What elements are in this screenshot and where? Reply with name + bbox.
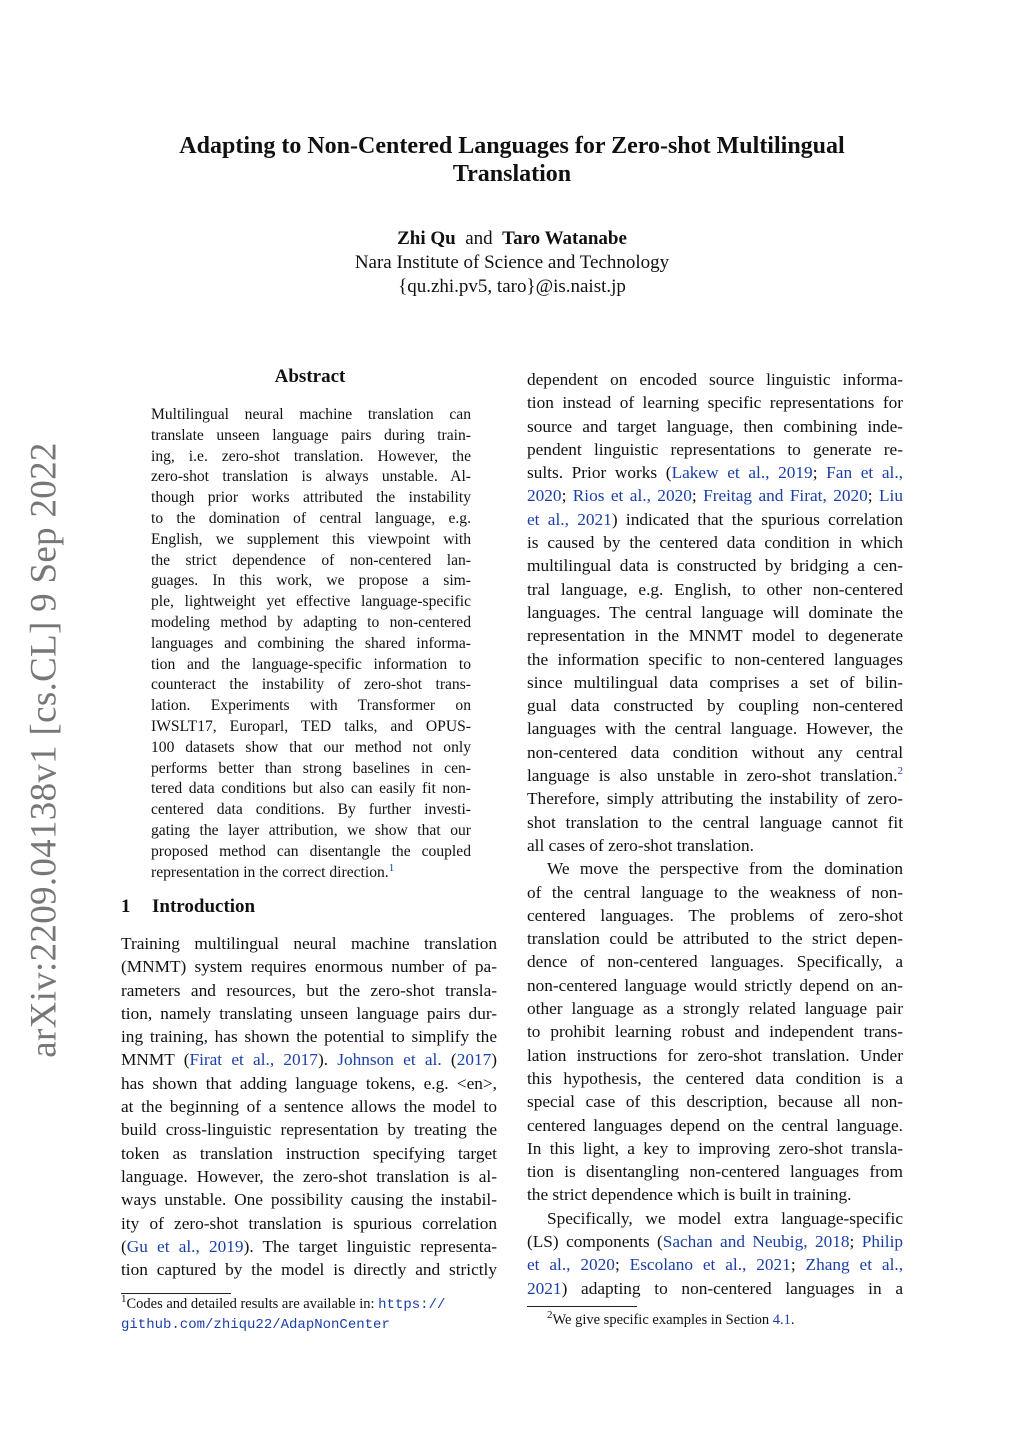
author-name: Zhi Qu xyxy=(397,228,456,249)
citation-link[interactable]: 2020 xyxy=(527,486,562,506)
footnote-rule xyxy=(527,1306,637,1307)
email: {qu.zhi.pv5, taro}@is.naist.jp xyxy=(398,276,626,297)
author-name: Taro Watanabe xyxy=(502,228,627,249)
footnote-marker[interactable]: 2 xyxy=(897,765,903,778)
citation-link[interactable]: Zhang et al., xyxy=(805,1255,903,1275)
footnote-1: $^1$Codes and detailed results are available in: https:// github.com/zhiqu22/AdapNonCenter xyxy=(121,1293,446,1333)
abstract-body: Multilingual neural machine translation can translate unseen language pairs during train- ing, i.e. zero-shot translation. However, the zero-shot translation is always unstable. Al- though prior works attributed the instability to the domination of central language, e.g. English, we supplement this viewpoint with the strict dependence of non-centered lan- guages. In this work, we propose a sim- ple, lightweight yet effective language-specific modeling method by adapting to non-centered languages and combining the shared informa- tion and the language-specific information to counteract the instability of zero-shot trans- lation. Experiments with Transformer on IWSLT17, Europarl, TED talks, and OPUS- 100 datasets show that our method not only performs better than strong baselines in cen- tered data conditions but also can easily fit non- centered data conditions. By further investi- gating the layer attribution, we show that our proposed method can disentangle the coupled representation in the correct direction.$^1$ xyxy=(151,406,471,881)
citation-link[interactable]: 2017 xyxy=(456,1050,492,1070)
citation-link[interactable]: Gu et al., 2019 xyxy=(126,1236,244,1256)
author-block: Zhi Qu and Taro Watanabe Nara Institute of Science and Technology {qu.zhi.pv5, taro}@is.naist.jp xyxy=(120,227,904,299)
introduction-body: Training multilingual neural machine translation (MNMT) system requires enormous number of pa- rameters and resources, but the zero-shot transla- tion, namely translating unseen language pairs dur- ing training, has shown the potential to simplify the MNMT (Firat et al., 2017). Johnson et al. (2017) has shown that adding language tokens, e.g. <en>, at the beginning of a sentence allows the model to build cross-linguistic representation by treating the token as translation instruction specifying target language. However, the zero-shot translation is al- ways unstable. One possibility causing the instabil- ity of zero-shot translation is spurious correlation (Gu et al., 2019). The target linguistic representa- tion captured by the model is directly and strictly xyxy=(121,934,497,1280)
footnote-marker[interactable]: 1 xyxy=(388,862,395,874)
citation-link[interactable]: et al., 2021 xyxy=(527,509,612,529)
citation-link[interactable]: Escolano et al., 2021 xyxy=(629,1255,791,1275)
footnote-2: $^2$We give specific examples in Section 4.1. xyxy=(547,1309,795,1328)
footnote-url[interactable]: https:// xyxy=(378,1297,446,1313)
citation-link[interactable]: Rios et al., 2020 xyxy=(572,486,692,506)
citation-link[interactable]: 2021 xyxy=(527,1278,562,1298)
section-ref-link[interactable]: 4.1 xyxy=(772,1312,791,1328)
citation-link[interactable]: Philip xyxy=(861,1231,903,1251)
right-column-body: dependent on encoded source linguistic informa- tion instead of learning specific representations for source and target language, then combining inde- pendent linguistic representations to generate re- sults. Prior works (Lakew et al., 2019; Fan et al., 2020; Rios et al., 2020; Freitag and Firat, 2020; Liu et al., 2021) indicated that the spurious correlation is caused by the centered data condition in which multilingual data is constructed by bridging a cen- tral language, e.g. English, to other non-centered languages. The central language will dominate the representation in the MNMT model to degenerate the information specific to non-centered languages since multilingual data comprises a set of bilin- gual data constructed by coupling non-centered languages with the central language. However, the non-centered data condition without any central language is also unstable in zero-shot translation.$^2$ Therefore, simply attributing the instability of zero- shot translation to the central language cannot fit all cases of zero-shot translation. We move the perspective from the domination of the central language to the weakness of non- centered languages. The problems of zero-shot translation could be attributed to the strict depen- dence of non-centered languages. Specifically, a non-centered language would strictly depend on an- other language as a strongly related language pair to prohibit learning robust and independent trans- lation instructions for zero-shot translation. Under this hypothesis, the centered data condition is a special case of this description, because all non- centered languages depend on the central language. In this light, a key to improving zero-shot transla- tion is disentangling non-centered languages from the strict dependence which is built in training. Specifically, we model extra language-specific (LS) components (Sachan and Neubig, 2018; Philip et al., 2020; Escolano et al., 2021; Zhang et al., 2021) adapting to non-centered languages in a xyxy=(527,370,903,1298)
affiliation: Nara Institute of Science and Technology xyxy=(354,252,670,273)
citation-link[interactable]: Freitag and Firat, 2020 xyxy=(703,486,868,506)
citation-link[interactable]: Fan et al., xyxy=(826,463,903,483)
citation-link[interactable]: Liu xyxy=(878,486,903,506)
citation-link[interactable]: Sachan and Neubig, 2018 xyxy=(662,1231,850,1251)
paper-title: Adapting to Non-Centered Languages for Zero-shot Multilingual Translation xyxy=(179,133,845,187)
citation-link[interactable]: et al., 2020 xyxy=(527,1255,615,1275)
abstract-heading: Abstract xyxy=(274,366,346,387)
citation-link[interactable]: Firat et al., 2017 xyxy=(189,1050,318,1070)
footnote-rule xyxy=(121,1293,231,1294)
footnote-url[interactable]: github.com/zhiqu22/AdapNonCenter xyxy=(121,1317,390,1333)
citation-link[interactable]: Johnson et al. xyxy=(337,1050,442,1070)
section-heading-introduction: 1 Introduction xyxy=(121,896,256,917)
arxiv-identifier: arXiv:2209.04138v1 [cs.CL] 9 Sep 2022 xyxy=(23,442,65,1058)
citation-link[interactable]: Lakew et al., 2019 xyxy=(671,463,813,483)
